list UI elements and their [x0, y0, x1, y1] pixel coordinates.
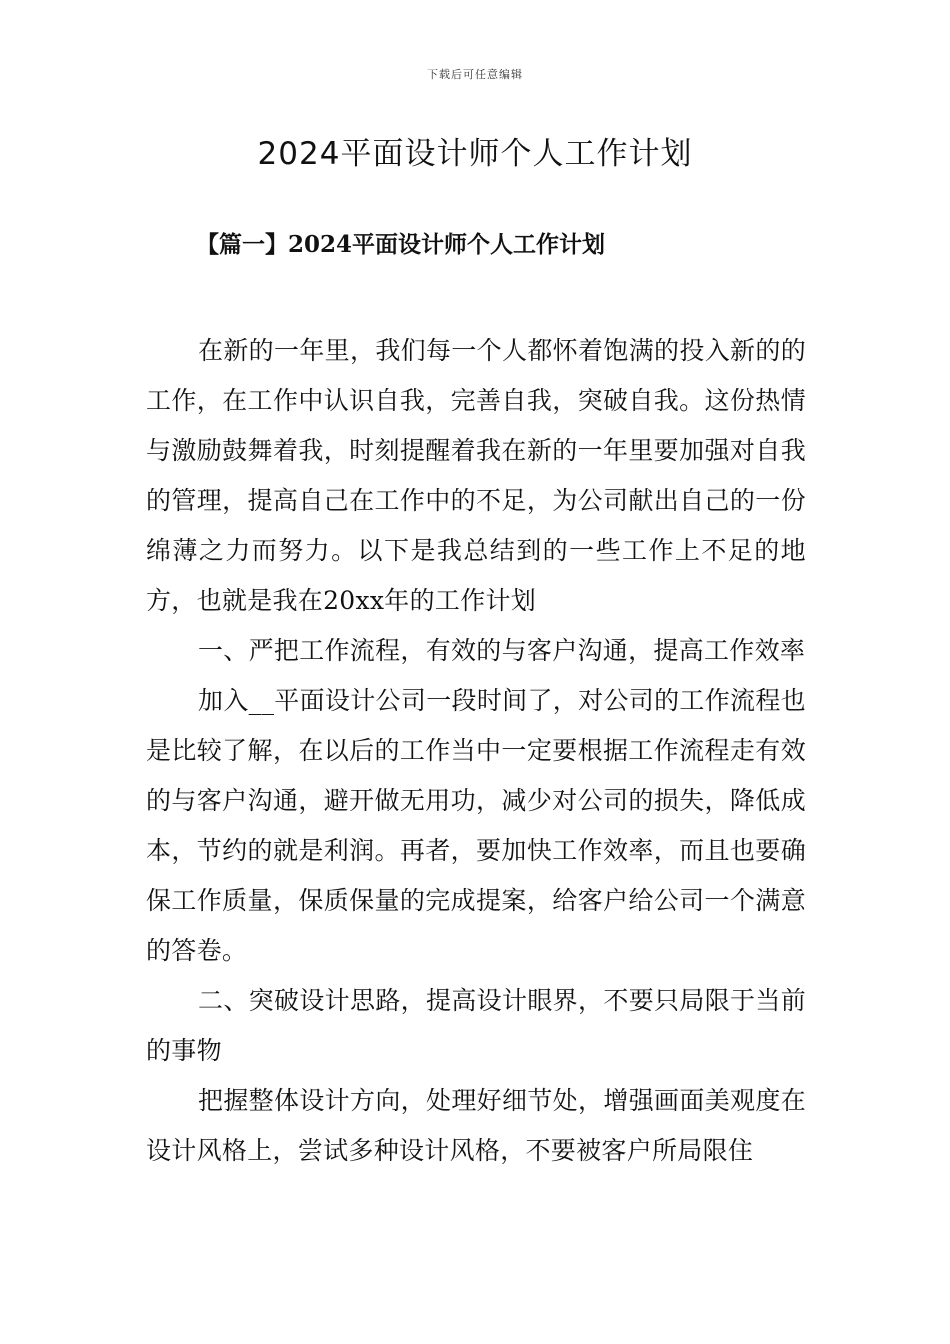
header-note: 下载后可任意编辑 [427, 68, 523, 81]
heading-one: 一、严把工作流程，有效的与客户沟通，提高工作效率 [198, 636, 806, 665]
paragraph-design: 把握整体设计方向，处理好细节处，增强画面美观度在设计风格上，尝试多种设计风格，不要被客户所局限住 [146, 1086, 806, 1165]
paragraph-intro: 在新的一年里，我们每一个人都怀着饱满的投入新的的工作，在工作中认识自我，完善自我，突破自我。这份热情与激励鼓舞着我，时刻提醒着我在新的一年里要加强对自我的管理，提高自己在工作中的不足，为公司献出自己的一份绵薄之力而努力。以下是我总结到的一些工作上不足的地方，也就是我在20xx年的工作计划 [146, 336, 806, 615]
document-body [146, 326, 806, 1176]
heading-two: 二、突破设计思路，提高设计眼界，不要只局限于当前的事物 [146, 986, 806, 1065]
section-title: 【篇一】2024平面设计师个人工作计划 [196, 231, 606, 258]
paragraph-workflow: 加入__平面设计公司一段时间了，对公司的工作流程也是比较了解，在以后的工作当中一定要根据工作流程走有效的与客户沟通，避开做无用功，减少对公司的损失，降低成本，节约的就是利润。再者，要加快工作效率，而且也要确保工作质量，保质保量的完成提案，给客户给公司一个满意的答卷。 [146, 686, 806, 965]
document-title: 2024平面设计师个人工作计划 [257, 136, 693, 172]
